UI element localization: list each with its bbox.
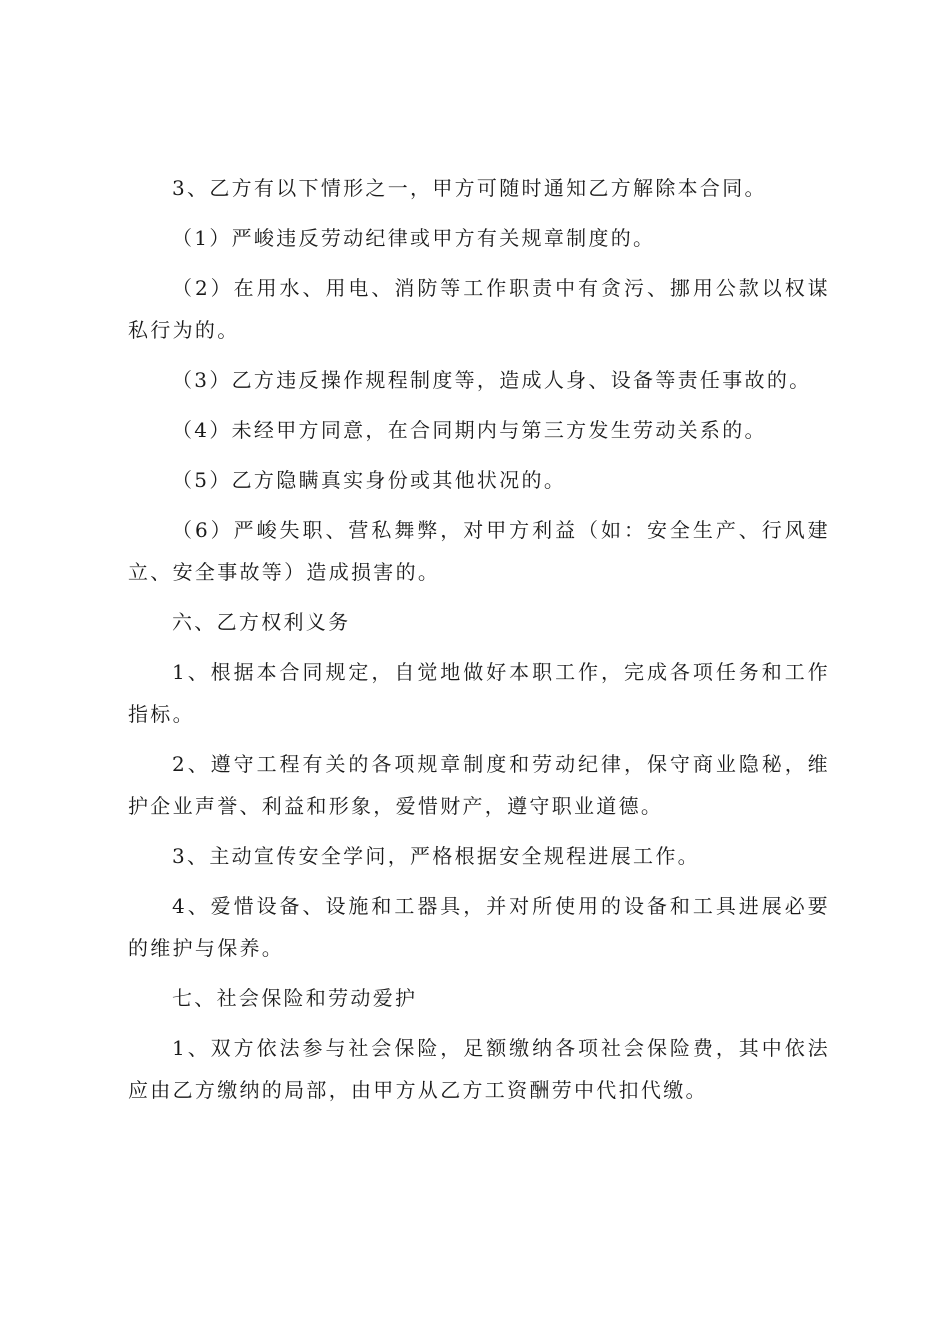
item-1-discipline: （1）严峻违反劳动纪律或甲方有关规章制度的。 (172, 226, 656, 250)
clause-3-termination: 3、乙方有以下情形之一，甲方可随时通知乙方解除本合同。 (172, 176, 767, 200)
insurance-1: 1、双方依法参与社会保险，足额缴纳各项社会保险费，其中依法应由乙方缴纳的局部，由甲方从乙方工资酬劳中代扣代缴。 (128, 1036, 830, 1102)
duty-1-work: 1、根据本合同规定，自觉地做好本职工作，完成各项任务和工作指标。 (128, 660, 830, 726)
section-7-heading: 七、社会保险和劳动爱护 (172, 986, 418, 1010)
duty-2-rules: 2、遵守工程有关的各项规章制度和劳动纪律，保守商业隐秘，维护企业声誉、利益和形象，爱惜财产，遵守职业道德。 (128, 752, 830, 818)
section-6-heading: 六、乙方权利义务 (172, 610, 351, 634)
duty-3-safety: 3、主动宣传安全学问，严格根据安全规程进展工作。 (172, 844, 700, 868)
item-2-embezzlement: （2）在用水、用电、消防等工作职责中有贪污、挪用公款以权谋私行为的。 (128, 276, 830, 342)
document-page (128, 167, 830, 1119)
duty-4-equipment: 4、爱惜设备、设施和工器具，并对所使用的设备和工具进展必要的维护与保养。 (128, 894, 830, 960)
item-6-dereliction: （6）严峻失职、营私舞弊，对甲方利益（如：安全生产、行风建立、安全事故等）造成损害的。 (128, 518, 830, 584)
item-3-safety-violation: （3）乙方违反操作规程制度等，造成人身、设备等责任事故的。 (172, 368, 812, 392)
item-4-third-party: （4）未经甲方同意，在合同期内与第三方发生劳动关系的。 (172, 418, 767, 442)
item-5-concealment: （5）乙方隐瞒真实身份或其他状况的。 (172, 468, 567, 492)
